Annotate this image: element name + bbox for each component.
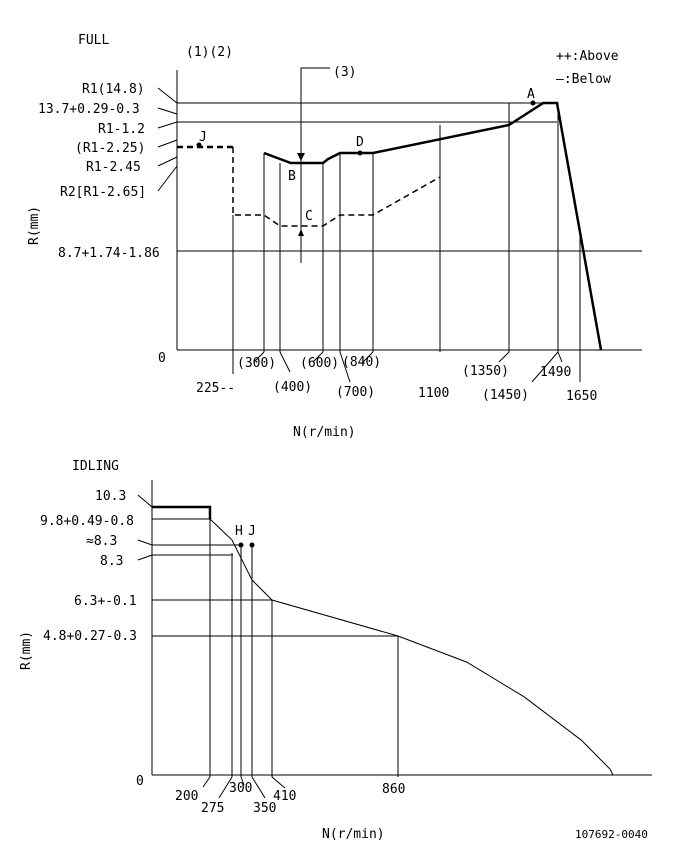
- y-label-r2: R2[R1-2.65]: [60, 185, 147, 200]
- x-label-300: (300): [237, 356, 277, 371]
- idle-y-label-4-8: 4.8+0.27-0.3: [43, 629, 137, 644]
- x-label-400: (400): [273, 380, 313, 395]
- idle-x-label-410: 410: [273, 789, 297, 804]
- point-label-a: A: [527, 87, 535, 102]
- x-label-840: (840): [342, 355, 382, 370]
- idle-leader-10-3: [138, 495, 152, 507]
- point-label-c: C: [305, 209, 313, 224]
- idling-x-axis-title: N(r/min): [322, 827, 385, 842]
- idle-y-label-approx-8-3: ≈8.3: [86, 534, 118, 549]
- idle-y-label-9-8: 9.8+0.49-0.8: [40, 514, 134, 529]
- point-j-idle-marker: [250, 543, 255, 548]
- top-label-1-2: (1)(2): [186, 45, 233, 60]
- idling-top-step: [152, 507, 210, 519]
- full-y-axis-title: R(mm): [27, 205, 42, 245]
- y-label-r1: R1(14.8): [82, 82, 145, 97]
- legend-below: —:Below: [556, 72, 611, 87]
- x-label-1450: (1450): [482, 388, 529, 403]
- idle-y-label-6-3: 6.3+-0.1: [74, 594, 137, 609]
- point-label-j: J: [199, 130, 207, 145]
- footer-code: 107692-0040: [575, 828, 648, 841]
- full-title: FULL: [78, 33, 110, 48]
- full-chart: [27, 33, 642, 440]
- x-label-600: (600): [300, 356, 340, 371]
- point-label-b: B: [288, 169, 296, 184]
- leader-13-7: [158, 108, 177, 114]
- leader-r2: [158, 166, 177, 191]
- x-label-1650: 1650: [566, 389, 598, 404]
- point-d-marker: [358, 151, 363, 156]
- full-x-axis-title: N(r/min): [293, 425, 356, 440]
- idle-x-label-300: 300: [229, 781, 253, 796]
- idling-title: IDLING: [72, 459, 119, 474]
- idle-x-label-860: 860: [382, 782, 406, 797]
- x-label-1100: 1100: [418, 386, 450, 401]
- full-origin-label: 0: [158, 351, 166, 366]
- idle-x-label-200: 200: [175, 789, 199, 804]
- y-label-r1-1-2: R1-1.2: [98, 122, 145, 137]
- idle-x-label-350: 350: [253, 801, 277, 816]
- idling-y-axis-title: R(mm): [19, 630, 34, 670]
- idle-y-label-8-3: 8.3: [100, 554, 124, 569]
- top-label-3: (3): [333, 65, 357, 80]
- x-label-225: 225--: [196, 381, 236, 396]
- idling-vertical-droplines: [203, 507, 398, 798]
- point-h-marker: [239, 543, 244, 548]
- idle-leader-approx-8-3: [138, 540, 241, 545]
- y-label-r1-2-25: (R1-2.25): [75, 141, 146, 156]
- y-label-8-7: 8.7+1.74-1.86: [58, 246, 160, 261]
- marker-c-arrow: [298, 229, 304, 236]
- x-label-1490: 1490: [540, 365, 572, 380]
- idling-origin-label: 0: [136, 774, 144, 789]
- leader-r1: [158, 88, 557, 103]
- point-label-d: D: [356, 135, 364, 150]
- leader-r1-2-25: [158, 140, 177, 147]
- point-label-h: H: [235, 524, 243, 539]
- idle-y-label-10-3: 10.3: [95, 489, 127, 504]
- idle-x-label-275: 275: [201, 801, 225, 816]
- x-label-1350: (1350): [462, 364, 509, 379]
- idling-curve: [210, 519, 613, 775]
- idling-chart: [19, 459, 652, 842]
- marker-3-arrow: [297, 153, 305, 161]
- legend-above: ++:Above: [556, 49, 619, 64]
- x-label-700: (700): [336, 385, 376, 400]
- marker-3-leader: [301, 68, 330, 263]
- y-label-13-7: 13.7+0.29-0.3: [38, 102, 140, 117]
- point-label-j-idle: J: [248, 524, 256, 539]
- leader-r1-2-45: [158, 157, 177, 166]
- y-label-r1-2-45: R1-2.45: [86, 160, 141, 175]
